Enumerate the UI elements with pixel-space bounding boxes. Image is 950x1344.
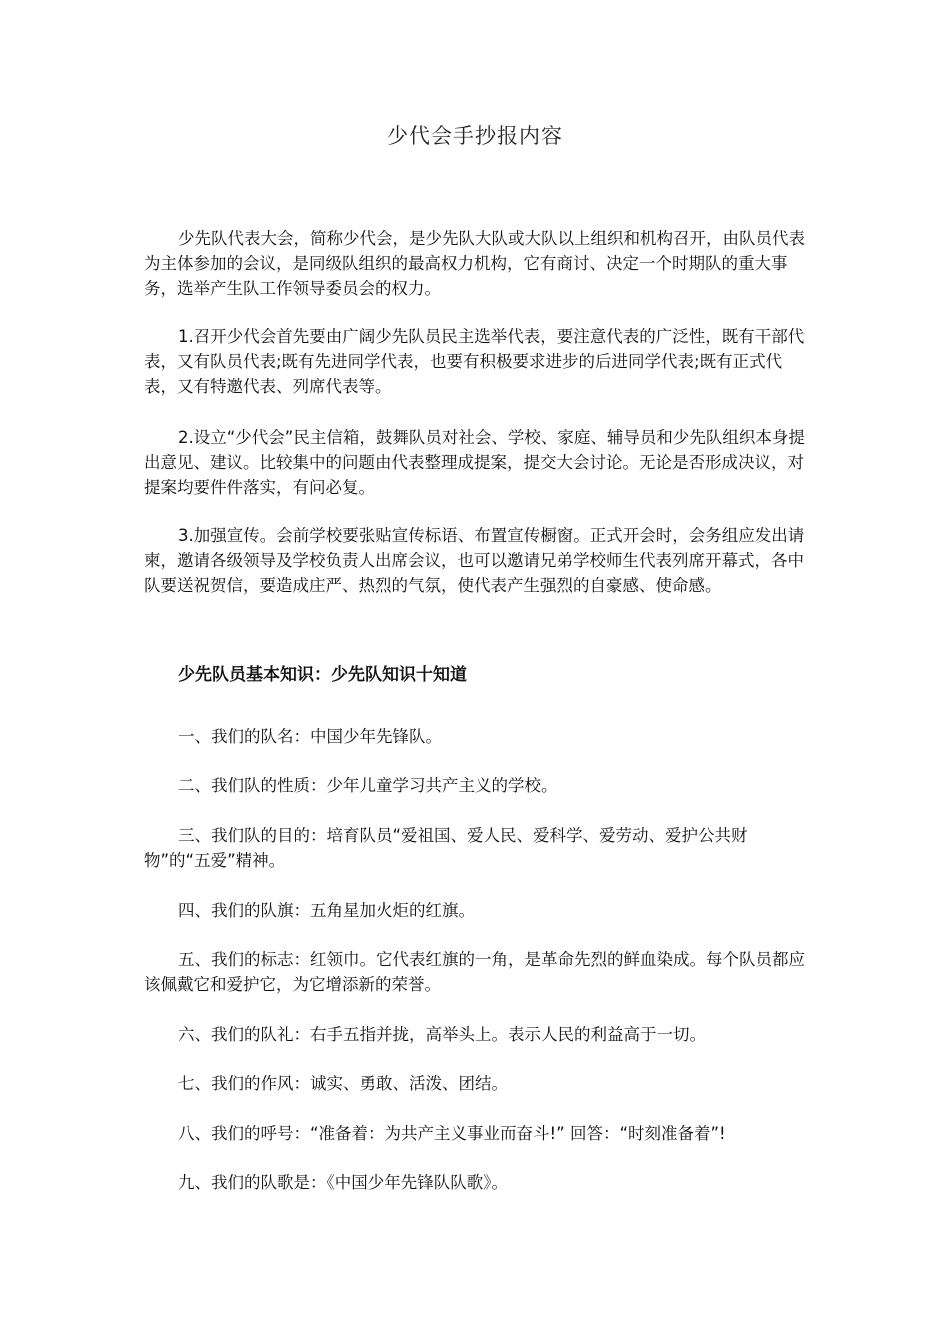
point-paragraph-1: 1.召开少代会首先要由广阔少先队员民主选举代表，要注意代表的广泛性，既有干部代表，又有队员代表;既有先进同学代表，也要有积极要求进步的后进同学代表;既有正式代表，又有特邀代表、列席代表等。 <box>144 327 805 396</box>
knowledge-item-1: 一、我们的队名：中国少年先锋队。 <box>178 727 442 746</box>
knowledge-item-8: 八、我们的呼号：“准备着：为共产主义事业而奋斗!” 回答：“时刻准备着”! <box>178 1124 726 1143</box>
point-paragraph-2: 2.设立“少代会”民主信箱，鼓舞队员对社会、学校、家庭、辅导员和少先队组织本身提出意见、建议。比较集中的问题由代表整理成提案，提交大会讨论。无论是否形成决议，对提案均要件件落实，有问必复。 <box>144 428 805 497</box>
page-title: 少代会手抄报内容 <box>387 124 563 148</box>
knowledge-item-7: 七、我们的作风：诚实、勇敢、活泼、团结。 <box>178 1074 508 1093</box>
knowledge-item-5: 五、我们的标志：红领巾。它代表红旗的一角，是革命先烈的鲜血染成。每个队员都应该佩戴它和爱护它，为它增添新的荣誉。 <box>144 950 805 994</box>
intro-paragraph: 少先队代表大会，简称少代会，是少先队大队或大队以上组织和机构召开，由队员代表为主体参加的会议，是同级队组织的最高权力机构，它有商讨、决定一个时期队的重大事务，选举产生队工作领导委员会的权力。 <box>144 229 805 298</box>
knowledge-item-4: 四、我们的队旗：五角星加火炬的红旗。 <box>178 901 475 920</box>
section-heading: 少先队员基本知识：少先队知识十知道 <box>178 665 467 685</box>
knowledge-item-6: 六、我们的队礼：右手五指并拢，高举头上。表示人民的利益高于一切。 <box>178 1025 706 1044</box>
knowledge-item-3: 三、我们队的目的：培育队员“爱祖国、爱人民、爱科学、爱劳动、爱护公共财物”的“五爱”精神。 <box>144 826 748 870</box>
knowledge-item-2: 二、我们队的性质：少年儿童学习共产主义的学校。 <box>178 776 558 795</box>
knowledge-item-9: 九、我们的队歌是：《中国少年先锋队队歌》。 <box>178 1173 508 1192</box>
point-paragraph-3: 3.加强宣传。会前学校要张贴宣传标语、布置宣传橱窗。正式开会时，会务组应发出请柬，邀请各级领导及学校负责人出席会议，也可以邀请兄弟学校师生代表列席开幕式，各中队要送祝贺信，要造成庄严、热烈的气氛，使代表产生强烈的自豪感、使命感。 <box>144 526 805 595</box>
